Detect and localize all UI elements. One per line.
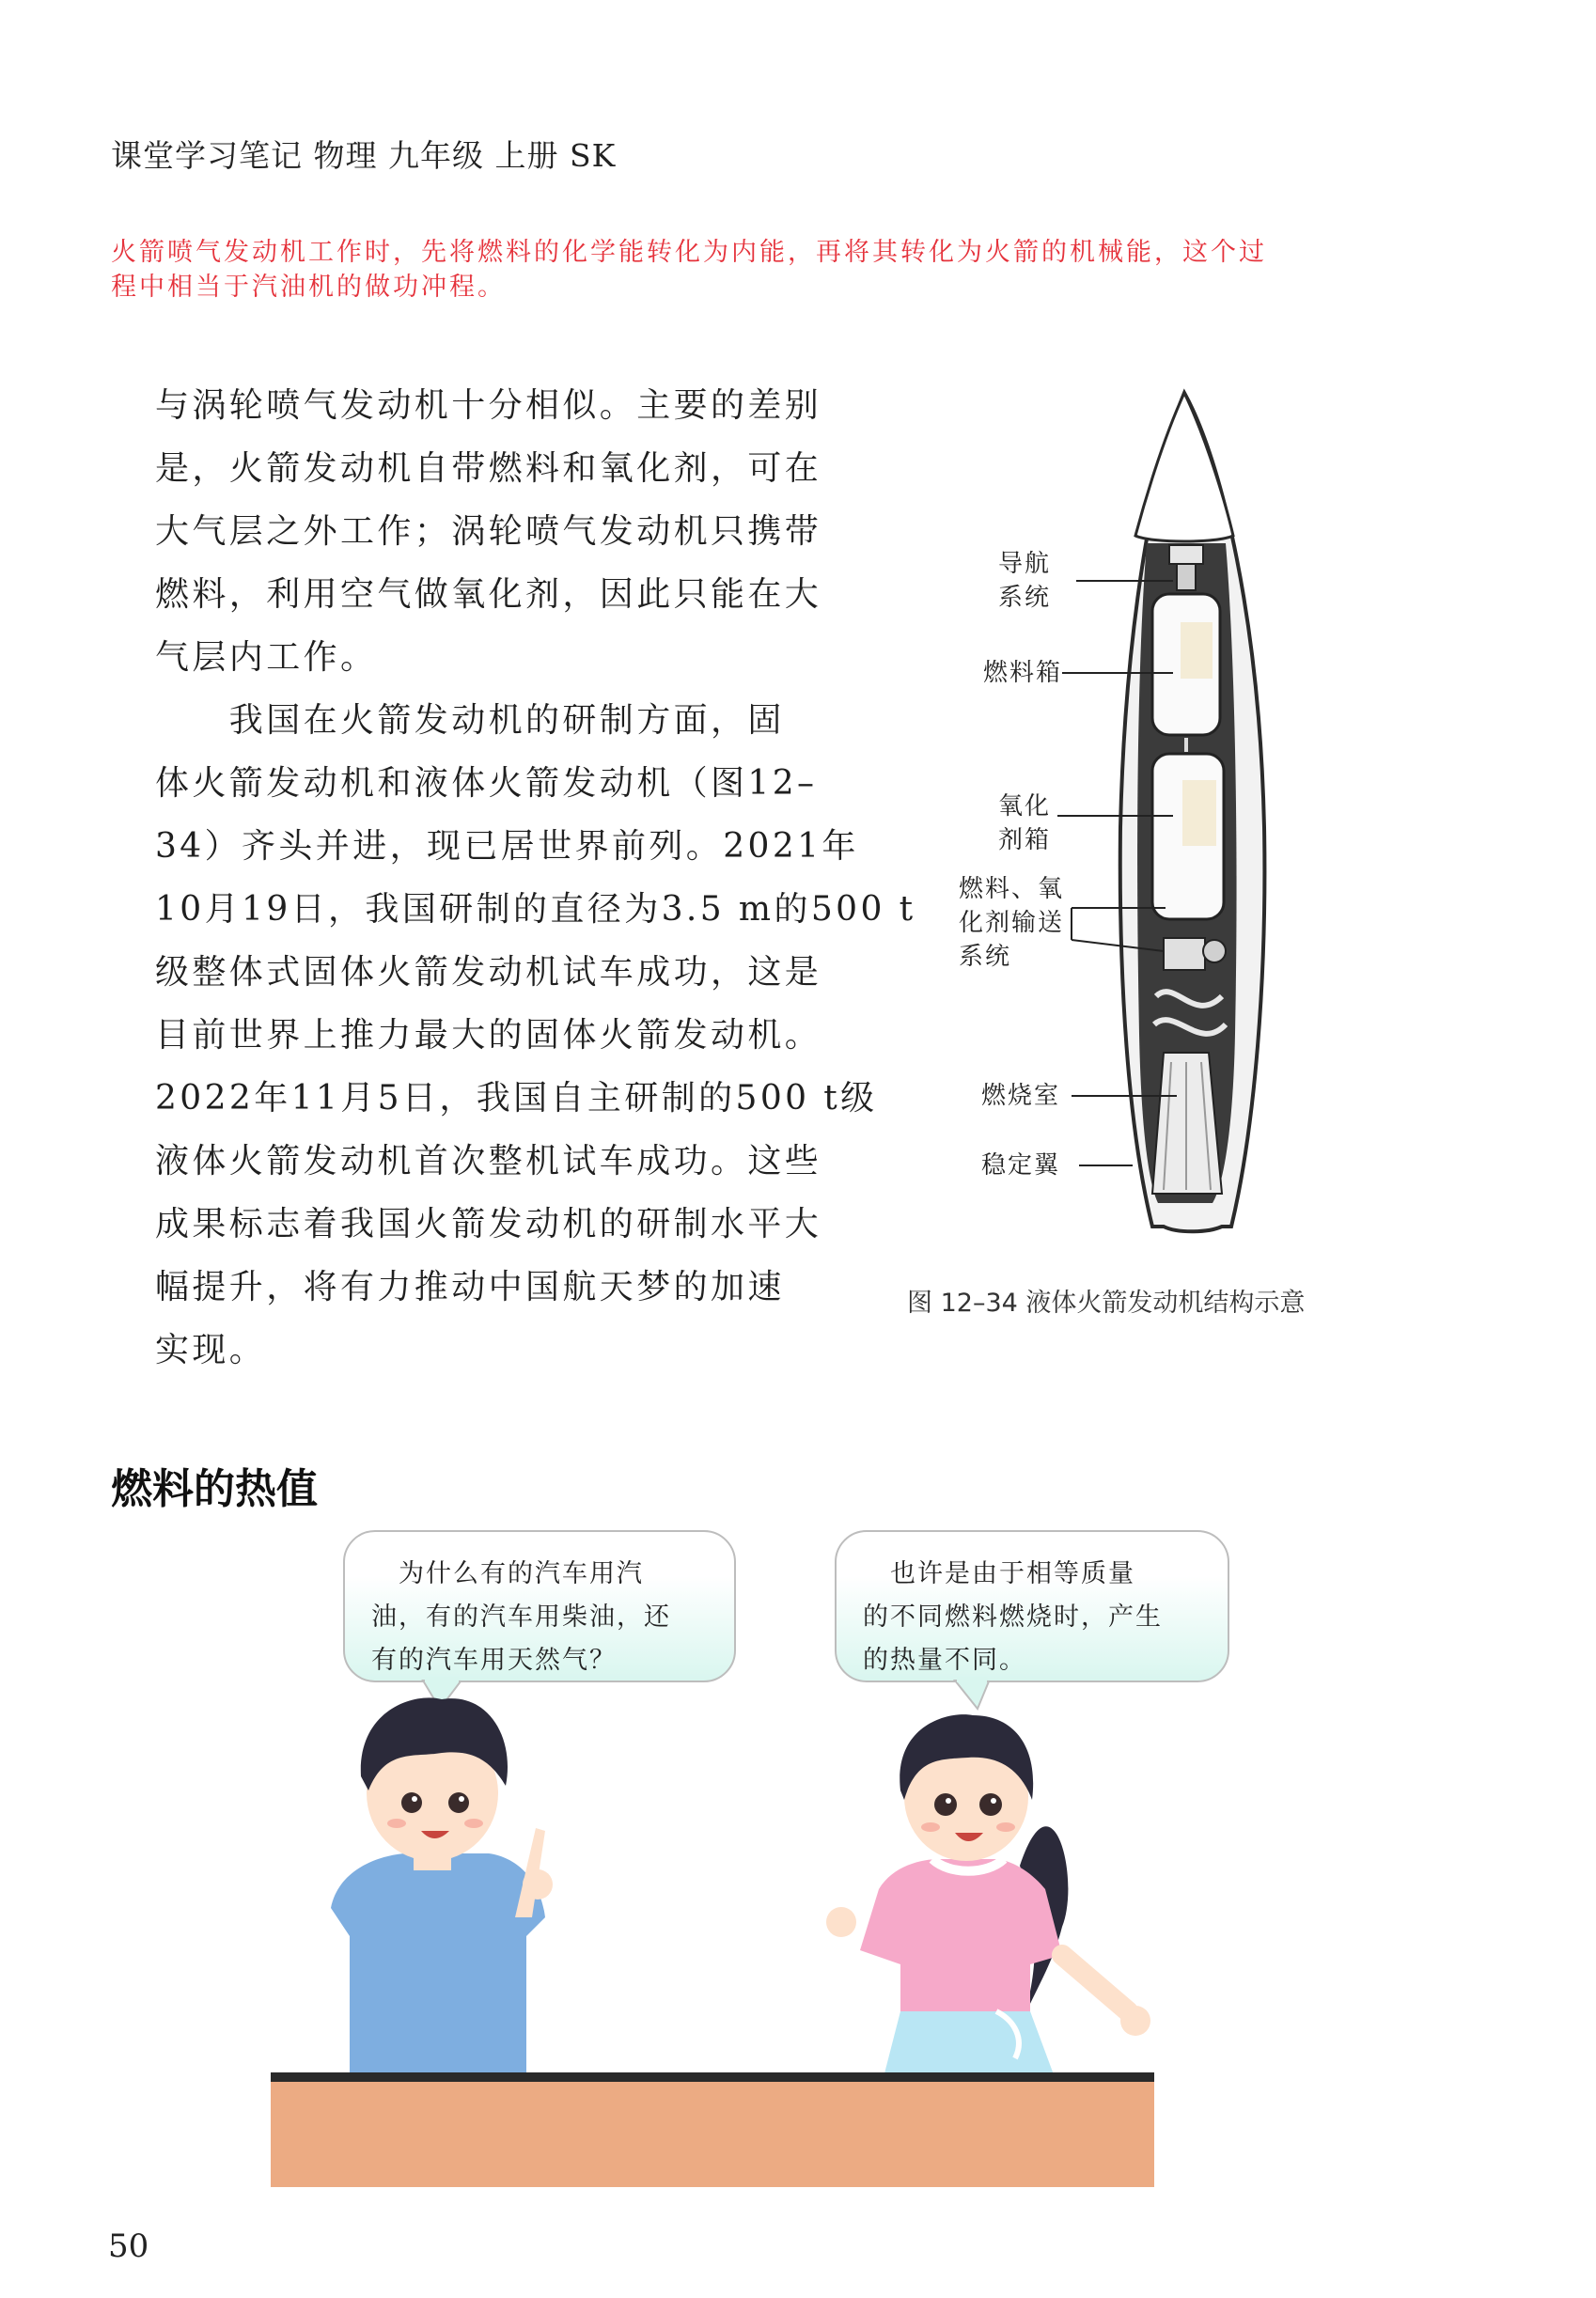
boy-speech-bubble xyxy=(343,1530,736,1682)
page-number: 50 xyxy=(108,2228,149,2265)
text-line: 液体火箭发动机首次整机试车成功。这些 xyxy=(155,1142,822,1180)
label-navigation-system: 导航 系统 xyxy=(998,550,1052,612)
text-line: 级整体式固体火箭发动机试车成功，这是 xyxy=(155,953,822,992)
text-line: 10月19日，我国研制的直径为3.5 m的500 t xyxy=(155,890,916,929)
text-line: 体火箭发动机和液体火箭发动机（图12– xyxy=(155,764,818,803)
bubble-line: 也许是由于相等质量 xyxy=(863,1559,1135,1588)
text-line: 实现。 xyxy=(155,1331,267,1369)
label-stabilizer-fin: 稳定翼 xyxy=(981,1151,1061,1180)
annotation-line: 程中相当于汽油机的做功冲程。 xyxy=(111,273,506,302)
bubble-line: 的热量不同。 xyxy=(863,1646,1026,1675)
boy-figure xyxy=(331,1697,553,2077)
rocket-diagram xyxy=(940,376,1372,1259)
text-line: 与涡轮喷气发动机十分相似。主要的差别 xyxy=(155,386,822,425)
bubble-line: 油，有的汽车用柴油，还 xyxy=(371,1602,671,1632)
figure-caption: 图 12–34 液体火箭发动机结构示意 xyxy=(907,1289,1306,1318)
text-line: 目前世界上推力最大的固体火箭发动机。 xyxy=(155,1016,822,1055)
bubble-line: 有的汽车用天然气？ xyxy=(371,1646,617,1675)
body-paragraphs xyxy=(155,374,916,1382)
text-line: 34）齐头并进，现已居世界前列。2021年 xyxy=(155,827,859,866)
bubble-line: 的不同燃料燃烧时，产生 xyxy=(863,1602,1163,1632)
label-combustion-chamber: 燃烧室 xyxy=(981,1082,1061,1110)
handwritten-annotation xyxy=(111,235,1464,305)
section-title: 燃料的热值 xyxy=(111,1465,318,1513)
girl-figure xyxy=(826,1714,1150,2077)
label-fuel-tank: 燃料箱 xyxy=(983,659,1063,687)
text-line: 气层内工作。 xyxy=(155,638,378,677)
desk-edge xyxy=(271,2072,1154,2082)
bubble-line: 为什么有的汽车用汽 xyxy=(371,1559,644,1588)
text-line: 2022年11月5日，我国自主研制的500 t级 xyxy=(155,1079,878,1118)
text-line: 我国在火箭发动机的研制方面，固 xyxy=(155,701,785,740)
label-oxidizer-tank: 氧化 剂箱 xyxy=(998,792,1052,854)
girl-bubble-tail xyxy=(955,1681,989,1709)
text-line: 幅提升，将有力推动中国航天梦的加速 xyxy=(155,1268,785,1306)
boy-bubble-tail xyxy=(423,1681,461,1709)
label-feed-system: 燃料、氧 化剂输送 系统 xyxy=(959,875,1065,971)
annotation-line: 火箭喷气发动机工作时，先将燃料的化学能转化为内能，再将其转化为火箭的机械能，这个过 xyxy=(111,238,1267,267)
girl-speech-bubble xyxy=(835,1530,1229,1682)
text-line: 成果标志着我国火箭发动机的研制水平大 xyxy=(155,1205,822,1243)
text-line: 大气层之外工作；涡轮喷气发动机只携带 xyxy=(155,512,822,551)
text-line: 燃料，利用空气做氧化剂，因此只能在大 xyxy=(155,575,822,614)
desk-front xyxy=(271,2082,1154,2187)
book-header: 课堂学习笔记 物理 九年级 上册 SK xyxy=(111,137,617,174)
text-line: 是，火箭发动机自带燃料和氧化剂，可在 xyxy=(155,449,822,488)
